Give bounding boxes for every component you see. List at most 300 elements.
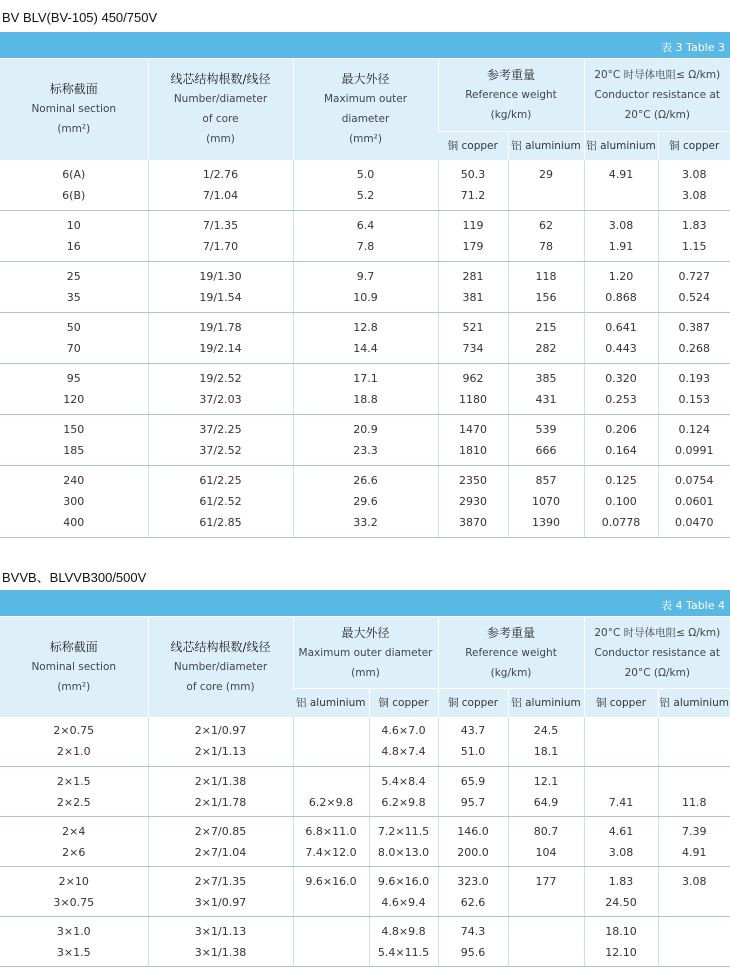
cell-value: 7.4×12.0 (305, 845, 357, 859)
table-row (0, 717, 730, 767)
cell-value: 7.39 (682, 824, 707, 838)
table-cell (508, 767, 584, 817)
cell-value (294, 921, 369, 942)
cell-value: 9.7 (356, 270, 375, 283)
cell-value: 7/1.35 (202, 219, 239, 232)
cell-value: 19/2.14 (199, 342, 242, 355)
table-cell (293, 313, 438, 364)
table-cell (0, 917, 148, 967)
cell-value: 25 (66, 270, 81, 283)
cell-value: 6.8×11.0 (305, 824, 357, 838)
cell-value: 6.2×9.8 (308, 795, 354, 809)
table-cell (658, 867, 730, 917)
cell-value: 6(A) (62, 167, 86, 181)
cell-value: 18.10 (605, 924, 637, 938)
cell-value: 12.1 (533, 774, 559, 788)
cell-value: 61/2.52 (199, 495, 242, 508)
table-row (0, 767, 730, 817)
t4-header-weight: 参考重量 Reference weight (kg/km) (438, 617, 584, 689)
cell-value: 5.4×8.4 (381, 774, 426, 788)
table-cell (0, 262, 148, 313)
table-cell (438, 415, 508, 466)
table-cell (508, 717, 584, 767)
cell-value: 0.0778 (601, 516, 641, 529)
cell-value: 0.641 (605, 321, 637, 334)
table-cell (508, 262, 584, 313)
cell-value: 1.83 (608, 874, 634, 888)
table-cell (658, 817, 730, 867)
table-cell (369, 917, 438, 967)
cell-value: 80.7 (533, 824, 559, 838)
table-cell (508, 867, 584, 917)
cell-value: 240 (63, 474, 85, 487)
table4-caption-bar (0, 590, 730, 616)
cell-value (509, 942, 584, 963)
table-row (0, 211, 730, 262)
table-cell (148, 262, 293, 313)
cell-value: 3×1/1.38 (194, 945, 247, 959)
cell-value: 0.100 (605, 495, 637, 508)
cell-value: 95.6 (460, 945, 486, 959)
cell-value: 50.3 (460, 167, 486, 181)
cell-value: 2×10 (58, 874, 89, 888)
cell-value: 1180 (459, 393, 487, 406)
cell-value: 0.524 (678, 291, 710, 304)
table-cell (148, 767, 293, 817)
cell-value: 1470 (459, 423, 487, 436)
cell-value (509, 921, 584, 942)
cell-value: 0.268 (678, 342, 710, 355)
table-cell (438, 867, 508, 917)
cell-value: 146.0 (457, 824, 489, 838)
cell-value: 33.2 (353, 516, 378, 529)
t4-header-section: 标称截面 Nominal section (mm²) (0, 617, 148, 717)
cell-value: 179 (462, 240, 484, 253)
table-cell (658, 717, 730, 767)
table-row (0, 466, 730, 538)
t3-sub-res-copper: 铜 copper (658, 132, 730, 160)
table-cell (658, 262, 730, 313)
cell-value: 150 (63, 423, 85, 436)
cell-value: 8.0×13.0 (377, 845, 430, 859)
table-cell (584, 364, 658, 415)
cell-value: 95.7 (460, 795, 486, 809)
cell-value: 962 (462, 372, 484, 385)
cell-value (294, 942, 369, 963)
table-cell (658, 466, 730, 538)
cell-value: 118 (535, 270, 557, 283)
cell-value (509, 185, 584, 206)
table-cell (584, 313, 658, 364)
table-cell (293, 160, 438, 211)
cell-value: 24.50 (605, 895, 637, 909)
table-cell (0, 817, 148, 867)
cell-value: 4.8×9.8 (381, 924, 426, 938)
table-cell (438, 364, 508, 415)
cell-value: 50 (66, 321, 81, 334)
table-cell (0, 767, 148, 817)
cell-value: 19/2.52 (199, 372, 242, 385)
table-cell (0, 160, 148, 211)
table-cell (438, 917, 508, 967)
cell-value: 19/1.30 (199, 270, 242, 283)
table-row (0, 160, 730, 211)
cell-value: 7/1.70 (202, 240, 239, 253)
cell-value: 43.7 (460, 724, 486, 738)
cell-value: 61/2.25 (199, 474, 242, 487)
cell-value: 18.8 (353, 393, 378, 406)
t4-sub-res-copper: 铜 copper (584, 689, 658, 717)
cell-value: 62 (539, 219, 553, 232)
table-cell (0, 466, 148, 538)
table-cell (148, 364, 293, 415)
table-cell (148, 160, 293, 211)
cell-value: 3×1.0 (56, 924, 91, 938)
cell-value: 4.8×7.4 (381, 745, 426, 759)
table-cell (293, 767, 369, 817)
cell-value: 20.9 (353, 423, 378, 436)
table-cell (508, 917, 584, 967)
cell-value: 2×0.75 (53, 724, 95, 738)
cell-value: 2×7/0.85 (194, 824, 247, 838)
cell-value (294, 720, 369, 741)
table-cell (508, 160, 584, 211)
cell-value: 3×1/1.13 (194, 924, 247, 938)
cell-value: 0.0991 (675, 444, 714, 457)
cell-value: 666 (535, 444, 557, 457)
table-cell (369, 817, 438, 867)
table-row (0, 364, 730, 415)
cell-value: 323.0 (457, 874, 489, 888)
table-cell (584, 262, 658, 313)
table-cell (148, 917, 293, 967)
table3-caption-bar (0, 32, 730, 58)
cell-value (585, 720, 658, 741)
cell-value: 12.10 (605, 945, 637, 959)
cell-value: 1.15 (682, 240, 707, 253)
cell-value: 29 (539, 167, 553, 181)
cell-value (585, 771, 658, 792)
t3-sub-weight-aluminium: 铝 aluminium (508, 132, 584, 160)
cell-value (659, 942, 730, 963)
cell-value: 857 (535, 474, 557, 487)
cell-value: 7.41 (608, 795, 634, 809)
t3-header-weight: 参考重量 Reference weight (kg/km) (438, 59, 584, 132)
table-cell (0, 415, 148, 466)
table-cell (148, 211, 293, 262)
cell-value: 9.6×16.0 (377, 874, 430, 888)
cell-value: 9.6×16.0 (305, 874, 357, 888)
table-cell (0, 211, 148, 262)
cell-value: 10 (66, 219, 81, 232)
cell-value: 2×7/1.04 (194, 845, 247, 859)
cell-value: 95 (66, 372, 81, 385)
cell-value: 3×1/0.97 (194, 895, 247, 909)
cell-value: 37/2.52 (199, 444, 242, 457)
cell-value: 26.6 (353, 474, 378, 487)
cell-value: 200.0 (457, 845, 489, 859)
table3-label: 表 3 Table 3 (661, 41, 725, 54)
cell-value: 3870 (459, 516, 487, 529)
cell-value: 11.8 (682, 795, 707, 809)
table-cell (508, 466, 584, 538)
table-row (0, 313, 730, 364)
cell-value (659, 771, 730, 792)
cell-value: 0.206 (605, 423, 637, 436)
table-cell (658, 364, 730, 415)
cell-value: 282 (535, 342, 557, 355)
table-cell (658, 767, 730, 817)
table-cell (584, 917, 658, 967)
table-cell (0, 717, 148, 767)
t3-header-resistance: 20°C 时导体电阻≤ Ω/km) Conductor resistance at 20°C (Ω/km) (584, 59, 730, 132)
cell-value: 6(B) (62, 188, 86, 202)
table-cell (658, 917, 730, 967)
cell-value: 177 (535, 874, 557, 888)
cell-value: 400 (63, 516, 85, 529)
cell-value: 431 (535, 393, 557, 406)
cell-value: 1.83 (682, 219, 707, 232)
cell-value: 14.4 (353, 342, 378, 355)
table-row (0, 867, 730, 917)
table-cell (508, 415, 584, 466)
t4-body (0, 717, 730, 967)
cell-value: 539 (535, 423, 557, 436)
table-cell (148, 717, 293, 767)
table-cell (293, 364, 438, 415)
table-cell (584, 415, 658, 466)
cell-value: 2350 (459, 474, 487, 487)
cell-value: 3.08 (682, 167, 707, 181)
cell-value: 0.320 (605, 372, 637, 385)
table-cell (438, 160, 508, 211)
t4-sub-weight-copper: 铜 copper (438, 689, 508, 717)
cell-value: 0.387 (678, 321, 710, 334)
table-cell (293, 917, 369, 967)
table-cell (0, 364, 148, 415)
cell-value: 61/2.85 (199, 516, 242, 529)
table-cell (148, 817, 293, 867)
table4 (0, 616, 730, 967)
cell-value: 78 (539, 240, 553, 253)
cell-value (659, 921, 730, 942)
table4-title: BVVB、BLVVB300/500V (2, 570, 147, 585)
table-cell (0, 313, 148, 364)
cell-value: 3×0.75 (53, 895, 95, 909)
cell-value: 185 (63, 444, 85, 457)
cell-value: 0.0470 (675, 516, 714, 529)
cell-value: 300 (63, 495, 85, 508)
cell-value: 7.2×11.5 (377, 824, 430, 838)
cell-value: 2×1.5 (56, 774, 91, 788)
cell-value: 2×1.0 (56, 745, 91, 759)
cell-value: 734 (462, 342, 484, 355)
cell-value: 4.6×7.0 (381, 724, 426, 738)
table-cell (438, 817, 508, 867)
cell-value: 2×1/0.97 (194, 724, 247, 738)
cell-value: 385 (535, 372, 557, 385)
cell-value: 215 (535, 321, 557, 334)
cell-value: 5.4×11.5 (377, 945, 430, 959)
table-cell (658, 160, 730, 211)
table-cell (369, 717, 438, 767)
cell-value: 7.8 (356, 240, 375, 253)
t4-sub-outer-copper: 铜 copper (369, 689, 438, 717)
table-cell (369, 767, 438, 817)
table-cell (584, 211, 658, 262)
cell-value (294, 741, 369, 762)
t3-sub-res-aluminium: 铝 aluminium (584, 132, 658, 160)
cell-value: 2×7/1.35 (194, 874, 247, 888)
table-cell (508, 364, 584, 415)
table-cell (293, 817, 369, 867)
cell-value: 6.4 (356, 219, 375, 232)
cell-value: 64.9 (533, 795, 559, 809)
cell-value: 17.1 (353, 372, 378, 385)
cell-value: 1810 (459, 444, 487, 457)
cell-value: 10.9 (353, 291, 378, 304)
cell-value: 3×1.5 (56, 945, 91, 959)
table-cell (508, 817, 584, 867)
cell-value: 2×1/1.13 (194, 745, 247, 759)
cell-value: 2×1/1.78 (194, 795, 247, 809)
t3-body (0, 160, 730, 538)
t4-header-resistance: 20°C 时导体电阻≤ Ω/km) Conductor resistance at 20°C (Ω/km) (584, 617, 730, 689)
table-cell (584, 717, 658, 767)
cell-value: 2×6 (62, 845, 86, 859)
cell-value: 4.91 (608, 167, 634, 181)
cell-value: 0.125 (605, 474, 637, 487)
cell-value: 6.2×9.8 (381, 795, 426, 809)
table-cell (584, 817, 658, 867)
t4-sub-weight-aluminium: 铝 aluminium (508, 689, 584, 717)
table-cell (438, 262, 508, 313)
table-cell (584, 867, 658, 917)
table-cell (0, 867, 148, 917)
cell-value: 1.20 (608, 270, 634, 283)
cell-value (585, 741, 658, 762)
table-cell (148, 867, 293, 917)
cell-value: 1390 (532, 516, 560, 529)
table-cell (369, 867, 438, 917)
table-cell (584, 767, 658, 817)
cell-value: 70 (66, 342, 81, 355)
cell-value: 37/2.25 (199, 423, 242, 436)
t4-header-outer: 最大外径 Maximum outer diameter (mm) (293, 617, 438, 689)
cell-value: 29.6 (353, 495, 378, 508)
cell-value: 5.0 (356, 167, 375, 181)
cell-value: 3.08 (682, 874, 707, 888)
table-cell (293, 466, 438, 538)
cell-value: 16 (66, 240, 81, 253)
cell-value: 3.08 (608, 219, 634, 232)
cell-value: 1070 (532, 495, 560, 508)
cell-value: 0.727 (678, 270, 710, 283)
cell-value: 51.0 (460, 745, 486, 759)
cell-value: 3.08 (608, 845, 634, 859)
cell-value: 2×4 (62, 824, 86, 838)
table3-title: BV BLV(BV-105) 450/750V (2, 10, 158, 25)
cell-value: 0.0601 (675, 495, 714, 508)
cell-value: 35 (66, 291, 81, 304)
table-cell (293, 415, 438, 466)
cell-value (585, 185, 658, 206)
cell-value: 0.0754 (675, 474, 714, 487)
table-cell (584, 160, 658, 211)
cell-value: 381 (462, 291, 484, 304)
cell-value (659, 720, 730, 741)
table-cell (658, 313, 730, 364)
table-cell (438, 313, 508, 364)
cell-value: 0.153 (678, 393, 710, 406)
cell-value: 0.443 (605, 342, 637, 355)
t3-header-core: 线芯结构根数/线径 Number/diameter of core (mm) (148, 59, 293, 160)
cell-value: 0.193 (678, 372, 710, 385)
cell-value: 1.91 (608, 240, 634, 253)
cell-value: 37/2.03 (199, 393, 242, 406)
table-cell (508, 313, 584, 364)
cell-value (294, 892, 369, 913)
cell-value: 23.3 (353, 444, 378, 457)
table-cell (148, 466, 293, 538)
cell-value (509, 892, 584, 913)
cell-value: 2930 (459, 495, 487, 508)
cell-value: 0.124 (678, 423, 710, 436)
cell-value: 3.08 (682, 188, 707, 202)
table-cell (508, 211, 584, 262)
table3 (0, 58, 730, 538)
cell-value (659, 892, 730, 913)
cell-value: 74.3 (460, 924, 486, 938)
table4-label: 表 4 Table 4 (661, 599, 725, 612)
table-cell (584, 466, 658, 538)
cell-value: 156 (535, 291, 557, 304)
table-cell (438, 767, 508, 817)
table-cell (293, 717, 369, 767)
cell-value: 62.6 (460, 895, 486, 909)
table-row (0, 917, 730, 967)
table-cell (148, 415, 293, 466)
table-cell (438, 717, 508, 767)
cell-value: 71.2 (460, 188, 486, 202)
t3-header-outer: 最大外径 Maximum outer diameter (mm²) (293, 59, 438, 160)
cell-value: 65.9 (460, 774, 486, 788)
table-cell (293, 211, 438, 262)
cell-value: 19/1.54 (199, 291, 242, 304)
cell-value: 0.253 (605, 393, 637, 406)
cell-value: 281 (462, 270, 484, 283)
table-cell (438, 466, 508, 538)
cell-value: 0.164 (605, 444, 637, 457)
cell-value: 5.2 (356, 188, 375, 202)
table-cell (293, 262, 438, 313)
cell-value: 104 (535, 845, 557, 859)
table-cell (148, 313, 293, 364)
cell-value: 1/2.76 (202, 167, 239, 181)
t4-header-core: 线芯结构根数/线径 Number/diameter of core (mm) (148, 617, 293, 717)
cell-value: 4.61 (608, 824, 634, 838)
cell-value: 2×2.5 (56, 795, 91, 809)
table-cell (658, 415, 730, 466)
table-cell (293, 867, 369, 917)
cell-value: 12.8 (353, 321, 378, 334)
table-row (0, 415, 730, 466)
cell-value: 7/1.04 (202, 188, 239, 202)
t4-sub-outer-aluminium: 铝 aluminium (293, 689, 369, 717)
cell-value: 521 (462, 321, 484, 334)
cell-value: 120 (63, 393, 85, 406)
cell-value: 4.91 (682, 845, 707, 859)
